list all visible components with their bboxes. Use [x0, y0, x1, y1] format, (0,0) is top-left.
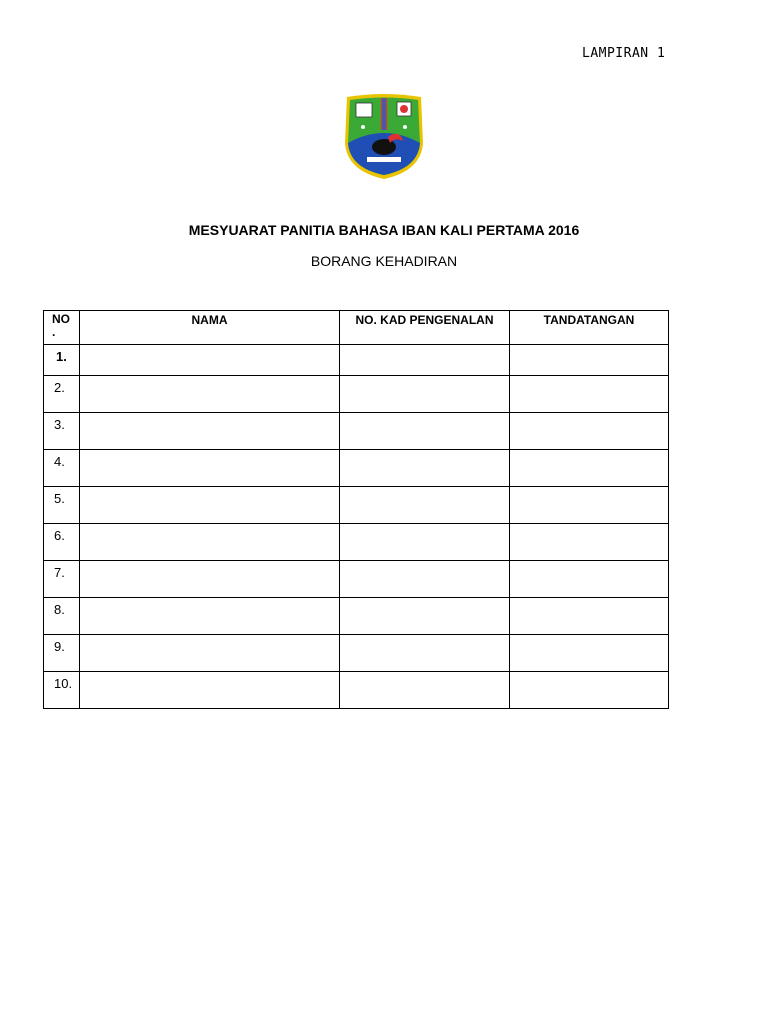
row-number: 4. — [44, 450, 80, 487]
column-header-nama: NAMA — [80, 311, 340, 345]
kad-cell[interactable] — [340, 413, 510, 450]
signature-cell[interactable] — [510, 487, 669, 524]
nama-cell[interactable] — [80, 450, 340, 487]
table-row — [44, 345, 669, 376]
nama-cell[interactable] — [80, 635, 340, 672]
kad-cell[interactable] — [340, 672, 510, 709]
row-number: 3. — [44, 413, 80, 450]
signature-cell[interactable] — [510, 561, 669, 598]
row-number: 2. — [44, 376, 80, 413]
kad-cell[interactable] — [340, 598, 510, 635]
row-number: 8. — [44, 598, 80, 635]
kad-cell[interactable] — [340, 635, 510, 672]
table-row — [44, 561, 669, 598]
row-number: 6. — [44, 524, 80, 561]
table-row — [44, 376, 669, 413]
column-header-kad: NO. KAD PENGENALAN — [340, 311, 510, 345]
row-number: 5. — [44, 487, 80, 524]
table-row — [44, 450, 669, 487]
kad-cell[interactable] — [340, 345, 510, 376]
nama-cell[interactable] — [80, 672, 340, 709]
signature-cell[interactable] — [510, 450, 669, 487]
nama-cell[interactable] — [80, 487, 340, 524]
row-number: 10. — [44, 672, 80, 709]
nama-cell[interactable] — [80, 561, 340, 598]
column-header-tandatangan: TANDATANGAN — [510, 311, 669, 345]
nama-cell[interactable] — [80, 413, 340, 450]
nama-cell[interactable] — [80, 598, 340, 635]
row-number: 7. — [44, 561, 80, 598]
kad-cell[interactable] — [340, 524, 510, 561]
column-header-no: NO . — [44, 311, 80, 345]
nama-cell[interactable] — [80, 376, 340, 413]
lampiran-label: LAMPIRAN 1 — [582, 46, 666, 61]
signature-cell[interactable] — [510, 345, 669, 376]
table-row — [44, 487, 669, 524]
table-row — [44, 672, 669, 709]
table-row — [44, 635, 669, 672]
signature-cell[interactable] — [510, 598, 669, 635]
table-row — [44, 598, 669, 635]
nama-cell[interactable] — [80, 524, 340, 561]
row-number: 1. — [44, 345, 80, 376]
school-crest-logo — [343, 93, 425, 181]
table-row — [44, 413, 669, 450]
signature-cell[interactable] — [510, 672, 669, 709]
meeting-title: MESYUARAT PANITIA BAHASA IBAN KALI PERTAMA 2016 — [188, 222, 580, 238]
kad-cell[interactable] — [340, 450, 510, 487]
attendance-table — [43, 310, 669, 709]
kad-cell[interactable] — [340, 487, 510, 524]
signature-cell[interactable] — [510, 524, 669, 561]
table-row — [44, 524, 669, 561]
row-number: 9. — [44, 635, 80, 672]
kad-cell[interactable] — [340, 561, 510, 598]
nama-cell[interactable] — [80, 345, 340, 376]
signature-cell[interactable] — [510, 376, 669, 413]
table-header-row — [44, 311, 669, 345]
signature-cell[interactable] — [510, 413, 669, 450]
signature-cell[interactable] — [510, 635, 669, 672]
form-subtitle: BORANG KEHADIRAN — [310, 253, 458, 269]
kad-cell[interactable] — [340, 376, 510, 413]
